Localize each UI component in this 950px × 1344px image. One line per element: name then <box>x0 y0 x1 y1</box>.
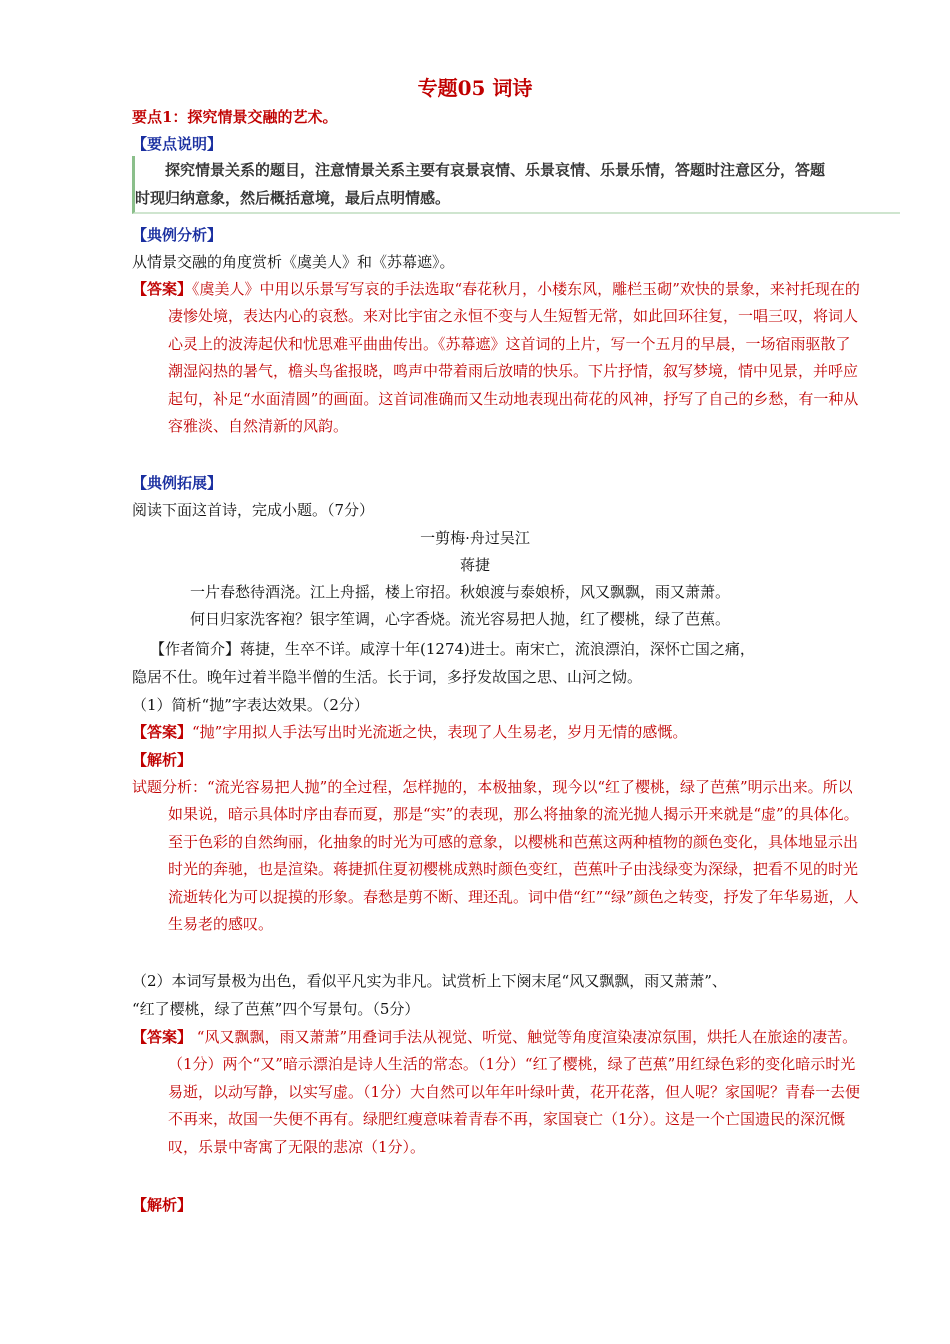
read-prompt: 阅读下面这首诗，完成小题。（7分） <box>132 501 375 519</box>
question-1: （1）简析“抛”字表达效果。（2分） <box>132 696 369 714</box>
q2-answer-label: 【答案】 <box>132 1028 193 1046</box>
question-2-line-1: （2）本词写景极为出色，看似平凡实为非凡。试赏析上下阕末尾“风又飘飘，雨又萧萧”、 <box>132 972 727 990</box>
q1-analysis: 试题分析：“流光容易把人抛”的全过程，怎样抛的，本极抽象，现今以“红了樱桃，绿了芭蕉”明示出来。所以如果说，暗示具体时序由春而夏，那是“实”的表现，那么将抽象的流光抛人揭示开来就是“虚”的具体化。至于色彩的自然绚丽，化抽象的时光为可感的意象，以樱桃和芭蕉这两种植物的颜色变化，具体地显示出时光的奔驰，也是渲染。蒋捷抓住夏初樱桃成熟时颜色变红，芭蕉叶子由浅绿变为深绿，把看不见的时光流逝转化为可以捉摸的形象。春愁是剪不断、理还乱。词中借“红”“绿”颜色之转变，抒发了年华易逝，人生易老的感叹。 <box>132 778 859 934</box>
poem-line-2: 何日归家洗客袍？银字笙调，心字香烧。流光容易把人抛，红了樱桃，绿了芭蕉。 <box>190 610 731 628</box>
poem-title: 一剪梅·舟过吴江 <box>420 529 530 547</box>
label-extend: 【典例拓展】 <box>132 474 223 492</box>
explain-line-1: 探究情景关系的题目，注意情景关系主要有哀景哀情、乐景哀情、乐景乐情，答题时注意区分，答题 <box>165 161 826 179</box>
answer-1-text: 《虞美人》中用以乐景写写哀的手法选取“春花秋月，小楼东风，雕栏玉砌”欢快的景象，来衬托现在的凄惨处境，表达内心的哀愁。来对比宇宙之永恒不变与人生短暂无常，如此回环往复，一唱三叹，将词人心灵上的波涛起伏和忧思难平曲曲传出。《苏幕遮》这首词的上片，写一个五月的早晨，一场宿雨驱散了潮湿闷热的暑气，檐头鸟雀报晓，鸣声中带着雨后放晴的快乐。下片抒情，叙写梦境，情中见景，并呼应起句，补足“水面清圆”的画面。这首词准确而又生动地表现出荷花的风神，抒写了自己的乡愁，有一种从容雅淡、自然清新的风韵。 <box>168 280 860 436</box>
author-intro-line-1: 【作者简介】蒋捷，生卒不详。咸淳十年(1274)进士。南宋亡，流浪漂泊，深怀亡国之痛， <box>150 640 755 658</box>
poem-author: 蒋捷 <box>459 556 490 574</box>
q1-analysis-label: 【解析】 <box>132 751 193 769</box>
q1-answer-label: 【答案】 <box>132 723 193 741</box>
q1-answer-text: “抛”字用拟人手法写出时光流逝之快，表现了人生易老，岁月无情的感慨。 <box>192 723 688 741</box>
question-2-line-2: “红了樱桃，绿了芭蕉”四个写景句。（5分） <box>132 1000 420 1018</box>
q2-answer-text: “风又飘飘，雨又萧萧”用叠词手法从视觉、听觉、触觉等角度渲染凄凉氛围，烘托人在旅途的凄苦。（1分）两个“又”暗示漂泊是诗人生活的常态。（1分）“红了樱桃，绿了芭蕉”用红绿色彩的变化暗示时光易逝，以动写静，以实写虚。（1分）大自然可以年年叶绿叶黄，花开花落，但人呢？家国呢？青春一去便不再来，故国一失便不再有。绿肥红瘦意味着青春不再，家国衰亡（1分）。这是一个亡国遗民的深沉慨叹，乐景中寄寓了无限的悲凉（1分）。 <box>168 1028 861 1156</box>
q2-answer <box>132 1024 863 1161</box>
q2-analysis-label: 【解析】 <box>132 1196 193 1214</box>
explain-box <box>132 156 900 214</box>
answer-1 <box>132 276 863 440</box>
page-title: 专题05 词诗 <box>417 76 533 100</box>
explain-line-2: 时现归纳意象，然后概括意境，最后点明情感。 <box>135 189 451 207</box>
label-example: 【典例分析】 <box>132 226 223 244</box>
label-explain: 【要点说明】 <box>132 135 223 153</box>
author-intro-line-2: 隐居不仕。晚年过着半隐半僧的生活。长于词，多抒发故国之思、山河之恸。 <box>132 668 643 686</box>
q1-answer <box>132 719 687 745</box>
example-question: 从情景交融的角度赏析《虞美人》和《苏幕遮》。 <box>132 253 455 271</box>
answer-1-label: 【答案】 <box>132 280 193 298</box>
poem-line-1: 一片春愁待酒浇。江上舟摇，楼上帘招。秋娘渡与泰娘桥，风又飘飘，雨又萧萧。 <box>190 583 731 601</box>
point-heading: 要点1：探究情景交融的艺术。 <box>132 108 338 126</box>
